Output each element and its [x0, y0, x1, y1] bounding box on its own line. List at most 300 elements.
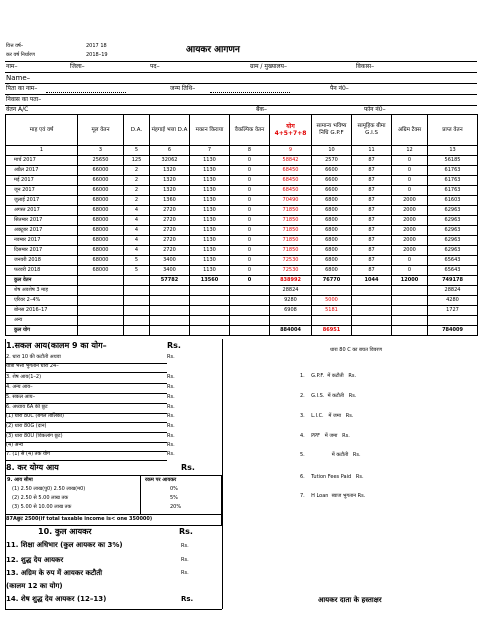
- section-80c-heading: धारा 80 C का बचत विवरण: [330, 347, 383, 353]
- table-cell: 1130: [190, 216, 230, 226]
- table-row: [6, 226, 478, 236]
- table-cell: [392, 296, 428, 306]
- table-cell: 1130: [190, 236, 230, 246]
- table-cell: 1044: [352, 276, 392, 286]
- table-cell: मई 2017: [6, 176, 78, 186]
- column-number: 12: [392, 146, 428, 156]
- table-cell: 1130: [190, 176, 230, 186]
- table-cell: 1130: [190, 256, 230, 266]
- deduction-item-rs: Rs.: [167, 394, 175, 400]
- page-title: आयकर आगणन: [186, 45, 240, 55]
- table-cell: 68000: [78, 226, 124, 236]
- table-cell: 0: [392, 166, 428, 176]
- ay-value: 2018–19: [86, 52, 108, 58]
- table-cell: 6800: [312, 206, 352, 216]
- table-cell: 2570: [312, 156, 352, 166]
- column-number: 11: [352, 146, 392, 156]
- column-number: 13: [428, 146, 478, 156]
- table-cell: 70490: [270, 196, 312, 206]
- table-cell: 0: [230, 156, 270, 166]
- table-cell: 2000: [392, 236, 428, 246]
- column-header: अग्रिम टैक्स: [392, 115, 428, 146]
- table-cell: 1130: [190, 266, 230, 276]
- block-label: विकास–: [356, 63, 375, 70]
- slab-label: (2) 2.50 से 5.00 लाख तक: [12, 495, 69, 501]
- table-cell: [124, 326, 150, 336]
- table-cell: 0: [392, 186, 428, 196]
- table-cell: 66000: [78, 186, 124, 196]
- table-cell: अक्टूबर 2017: [6, 226, 78, 236]
- column-header: मकान किराया: [190, 115, 230, 146]
- table-cell: [230, 296, 270, 306]
- table-cell: बोनस 2016–17: [6, 306, 78, 316]
- table-cell: 2720: [150, 226, 190, 236]
- table-row: [6, 206, 478, 216]
- column-number: 3: [78, 146, 124, 156]
- deduction-item-label: 5. सकल आय–: [6, 394, 36, 400]
- savings-item: 7. H Loan ब्याज भुगतान Rs.: [300, 493, 366, 499]
- advance-tax-rs: Rs.: [181, 570, 189, 576]
- table-cell: 62963: [428, 206, 478, 216]
- table-cell: 1130: [190, 206, 230, 216]
- table-cell: 56185: [428, 156, 478, 166]
- extra-row: [6, 306, 478, 316]
- deduction-item-label: 2. धारा 10 की कटौती अथवा: [6, 354, 61, 360]
- table-cell: 13560: [190, 276, 230, 286]
- deduction-item-rs: Rs.: [167, 442, 175, 448]
- savings-item: 3. L.I.C. में जमा Rs.: [300, 413, 354, 419]
- fy-value: 2017 18: [86, 43, 107, 49]
- table-cell: 0: [230, 226, 270, 236]
- column-header: प्राप्त वेतन: [428, 115, 478, 146]
- table-cell: 2720: [150, 246, 190, 256]
- deduction-item-rs: Rs.: [167, 423, 175, 429]
- table-cell: 87: [352, 216, 392, 226]
- deduction-item-label: यात्रा भत्ता भुगतान धारा 24–: [6, 363, 59, 369]
- table-cell: [124, 276, 150, 286]
- deduction-item-label: 3. शेष आय(1–2): [6, 374, 42, 380]
- table-cell: [230, 316, 270, 326]
- slab-rate: 20%: [170, 504, 182, 510]
- table-cell: 6600: [312, 186, 352, 196]
- deduction-item-rs: Rs.: [167, 404, 175, 410]
- table-cell: 1320: [150, 176, 190, 186]
- table-cell: 61603: [428, 196, 478, 206]
- table-cell: 2000: [392, 246, 428, 256]
- pan-label: पैन नं0–: [330, 85, 349, 92]
- deduction-item-rs: Rs.: [167, 354, 175, 360]
- table-cell: 58842: [270, 156, 312, 166]
- deduction-item-label: 7. (1) से (4) तक योग: [6, 451, 50, 457]
- table-row: [6, 246, 478, 256]
- total-row: [6, 276, 478, 286]
- column-number: 5: [124, 146, 150, 156]
- deduction-item-label: 4. अन्य आय–: [6, 384, 33, 390]
- table-row: [6, 166, 478, 176]
- table-cell: दिसम्बर 2017: [6, 246, 78, 256]
- slab-rate: 0%: [170, 486, 178, 492]
- column-header: D.A.: [124, 115, 150, 146]
- table-cell: 6800: [312, 226, 352, 236]
- table-cell: 1727: [428, 306, 478, 316]
- district-label: जिला–: [70, 63, 85, 70]
- name-en-label: Name–: [6, 74, 31, 82]
- extra-row: [6, 296, 478, 306]
- slab-label: (1) 2.50 लाख(पु0) 2.50 लाख(म0): [12, 486, 86, 492]
- table-cell: 71850: [270, 236, 312, 246]
- table-cell: 3400: [150, 266, 190, 276]
- deduction-item-label: (2) धारा 80G (दान): [6, 423, 47, 429]
- table-cell: 62963: [428, 226, 478, 236]
- table-cell: [150, 306, 190, 316]
- table-cell: 2720: [150, 236, 190, 246]
- table-cell: जून 2017: [6, 186, 78, 196]
- table-cell: 87: [352, 186, 392, 196]
- table-cell: 68000: [78, 266, 124, 276]
- table-cell: फरवरी 2018: [6, 266, 78, 276]
- table-cell: 87: [352, 246, 392, 256]
- table-cell: अन्य: [6, 316, 78, 326]
- deduction-item-rs: Rs.: [167, 374, 175, 380]
- father-label: पिता का नाम–: [6, 85, 38, 92]
- column-header: योग 4+5+7+8: [270, 115, 312, 146]
- table-cell: [352, 316, 392, 326]
- column-number: 9: [270, 146, 312, 156]
- table-cell: 28824: [270, 286, 312, 296]
- table-cell: 87: [352, 156, 392, 166]
- table-row: [6, 176, 478, 186]
- table-cell: 72530: [270, 266, 312, 276]
- table-cell: [352, 296, 392, 306]
- savings-item: 5. में कटौती Rs.: [300, 452, 361, 458]
- slab-tax-heading: रकम पर आयकर: [145, 477, 177, 483]
- table-cell: 68450: [270, 166, 312, 176]
- bank-label: बैंक–: [256, 106, 268, 113]
- table-cell: [190, 306, 230, 316]
- advance-tax-sub: (कालम 12 का योग): [6, 582, 63, 590]
- table-cell: 0: [392, 266, 428, 276]
- table-cell: 0: [230, 166, 270, 176]
- table-cell: 0: [230, 206, 270, 216]
- table-cell: 68450: [270, 186, 312, 196]
- table-cell: जुलाई 2017: [6, 196, 78, 206]
- table-cell: 65643: [428, 256, 478, 266]
- table-cell: 71850: [270, 226, 312, 236]
- table-cell: [78, 326, 124, 336]
- table-cell: 4280: [428, 296, 478, 306]
- table-cell: [352, 306, 392, 316]
- taxable-income-heading: 8. कर योग्य आय: [6, 463, 59, 472]
- column-number-row: [6, 146, 478, 156]
- table-cell: 6600: [312, 166, 352, 176]
- table-cell: 4: [124, 216, 150, 226]
- slab-rate: 5%: [170, 495, 178, 501]
- total-tax-heading: 10. कुल आयकर: [38, 527, 92, 536]
- table-cell: 66000: [78, 166, 124, 176]
- table-cell: [352, 326, 392, 336]
- table-cell: 87: [352, 166, 392, 176]
- table-cell: 0: [230, 186, 270, 196]
- table-cell: 2: [124, 186, 150, 196]
- gross-income-rs: Rs.: [167, 341, 181, 350]
- table-cell: 71850: [270, 206, 312, 216]
- table-cell: 12000: [392, 276, 428, 286]
- salary-table: [5, 114, 478, 336]
- slab-heading: 9. आय सीमा: [7, 477, 33, 483]
- table-cell: 66000: [78, 176, 124, 186]
- table-cell: 5000: [312, 296, 352, 306]
- fy-label: वित्त वर्ष–: [6, 43, 24, 49]
- table-row: [6, 256, 478, 266]
- phone-label: फोन नं0–: [364, 106, 386, 113]
- table-cell: [124, 286, 150, 296]
- column-number: 10: [312, 146, 352, 156]
- deduction-item-rs: Rs.: [167, 384, 175, 390]
- table-cell: [190, 296, 230, 306]
- table-cell: 87: [352, 256, 392, 266]
- table-cell: 6800: [312, 236, 352, 246]
- table-cell: [78, 276, 124, 286]
- table-cell: 6800: [312, 246, 352, 256]
- table-cell: 2: [124, 166, 150, 176]
- table-cell: [312, 316, 352, 326]
- table-cell: 61763: [428, 176, 478, 186]
- table-row: [6, 266, 478, 276]
- table-cell: 6600: [312, 176, 352, 186]
- table-cell: 87: [352, 206, 392, 216]
- table-cell: 87: [352, 196, 392, 206]
- table-cell: 62963: [428, 236, 478, 246]
- table-cell: 2: [124, 176, 150, 186]
- table-cell: [78, 286, 124, 296]
- table-cell: 5181: [312, 306, 352, 316]
- deduction-item-label: (3) धारा 80U (विकलांग छूट): [6, 433, 63, 439]
- table-cell: 2720: [150, 216, 190, 226]
- table-cell: 72530: [270, 256, 312, 266]
- table-cell: 5: [124, 256, 150, 266]
- table-row: [6, 236, 478, 246]
- table-cell: नवम्बर 2017: [6, 236, 78, 246]
- table-cell: 68000: [78, 206, 124, 216]
- table-cell: 0: [230, 246, 270, 256]
- table-cell: 2000: [392, 216, 428, 226]
- signature-label: आयकर दाता के हस्ताक्षर: [318, 596, 382, 604]
- table-cell: 6800: [312, 196, 352, 206]
- column-header: वैकल्पिक वेतन: [230, 115, 270, 146]
- net-tax-rs: Rs.: [181, 557, 189, 563]
- table-cell: [150, 316, 190, 326]
- dob-label: जन्म तिथि–: [170, 85, 196, 92]
- table-cell: 749178: [428, 276, 478, 286]
- table-cell: [190, 326, 230, 336]
- table-cell: 68000: [78, 236, 124, 246]
- name-hi-label: नाम–: [6, 63, 18, 70]
- table-header-row: [6, 115, 478, 146]
- table-cell: 4: [124, 236, 150, 246]
- savings-item: 1. G.P.F. में कटौती Rs.: [300, 373, 357, 379]
- column-number: 6: [150, 146, 190, 156]
- table-cell: 2000: [392, 196, 428, 206]
- table-cell: अगस्त 2017: [6, 206, 78, 216]
- net-tax-heading: 12. शुद्ध देय आयकर: [6, 556, 64, 564]
- balance-tax-heading: 14. शेष शुद्ध देय आयकर (12–13): [6, 595, 107, 603]
- table-cell: [270, 316, 312, 326]
- table-cell: 1360: [150, 196, 190, 206]
- table-cell: [352, 286, 392, 296]
- table-cell: [230, 286, 270, 296]
- table-cell: 68000: [78, 196, 124, 206]
- table-cell: 125: [124, 156, 150, 166]
- table-cell: 71850: [270, 246, 312, 256]
- table-cell: 884004: [270, 326, 312, 336]
- table-cell: 1130: [190, 246, 230, 256]
- table-row: [6, 156, 478, 166]
- table-cell: 1130: [190, 186, 230, 196]
- table-cell: 68450: [270, 176, 312, 186]
- table-cell: 0: [230, 266, 270, 276]
- column-number: 7: [190, 146, 230, 156]
- table-cell: शेष अवशेष 3 माह: [6, 286, 78, 296]
- table-cell: [230, 326, 270, 336]
- table-cell: एरियर 2–4%: [6, 296, 78, 306]
- table-cell: 9280: [270, 296, 312, 306]
- deduction-item-rs: Rs.: [167, 413, 175, 419]
- extra-row: [6, 286, 478, 296]
- table-cell: 28824: [428, 286, 478, 296]
- table-cell: [392, 326, 428, 336]
- table-cell: 76770: [312, 276, 352, 286]
- table-cell: 32062: [150, 156, 190, 166]
- table-cell: 25650: [78, 156, 124, 166]
- table-cell: 1320: [150, 186, 190, 196]
- table-cell: 0: [392, 156, 428, 166]
- table-cell: 784009: [428, 326, 478, 336]
- deduction-item-rs: Rs.: [167, 433, 175, 439]
- table-cell: [150, 296, 190, 306]
- table-cell: 2000: [392, 226, 428, 236]
- table-cell: 87: [352, 176, 392, 186]
- table-cell: 87: [352, 226, 392, 236]
- table-cell: जनवरी 2018: [6, 256, 78, 266]
- table-cell: [78, 306, 124, 316]
- table-cell: [124, 296, 150, 306]
- table-cell: [392, 316, 428, 326]
- table-cell: 0: [392, 256, 428, 266]
- table-cell: 0: [230, 256, 270, 266]
- deduction-item-label: (1) धारा 80C (बगल तालिका): [6, 413, 64, 419]
- table-cell: 1130: [190, 156, 230, 166]
- address-label: निवास का पता–: [6, 96, 42, 103]
- table-cell: 4: [124, 206, 150, 216]
- table-cell: 4: [124, 246, 150, 256]
- rule: [5, 61, 477, 62]
- column-header: सामान्य भविष्य निधि G.P.F: [312, 115, 352, 146]
- deduction-item-rs: Rs.: [167, 451, 175, 457]
- total-tax-rs: Rs.: [179, 527, 193, 536]
- table-row: [6, 216, 478, 226]
- table-cell: [150, 286, 190, 296]
- gross-income-heading: 1.सकल आय(कालम 9 का योग–: [6, 341, 107, 350]
- table-cell: मार्च 2017: [6, 156, 78, 166]
- table-row: [6, 196, 478, 206]
- table-cell: [428, 316, 478, 326]
- deduction-item-label: 6. अध्याय 6A की छूट: [6, 404, 48, 410]
- table-cell: 6800: [312, 266, 352, 276]
- table-cell: 0: [230, 216, 270, 226]
- table-cell: [78, 316, 124, 326]
- savings-item: 4. PPF में जमा Rs.: [300, 433, 350, 439]
- table-cell: कुल वेतन: [6, 276, 78, 286]
- account-label: वेतन A/C: [6, 106, 29, 113]
- table-cell: 62963: [428, 216, 478, 226]
- ay-label: कर वर्ष निर्धारण: [6, 52, 35, 58]
- table-cell: [312, 286, 352, 296]
- table-cell: 5: [124, 266, 150, 276]
- post-label: पद–: [150, 63, 160, 70]
- savings-item: 2. G.I.S. में कटौती Rs.: [300, 393, 357, 399]
- table-cell: [190, 316, 230, 326]
- table-cell: 62963: [428, 246, 478, 256]
- table-cell: 2000: [392, 206, 428, 216]
- table-cell: 1320: [150, 166, 190, 176]
- taxable-income-rs: Rs.: [181, 463, 195, 472]
- table-cell: 87: [352, 236, 392, 246]
- table-cell: 57782: [150, 276, 190, 286]
- table-cell: 0: [230, 176, 270, 186]
- table-cell: [190, 286, 230, 296]
- table-cell: 0: [230, 276, 270, 286]
- office-label: ग्राम / मुख्यालय–: [250, 63, 288, 70]
- table-cell: [150, 326, 190, 336]
- table-cell: 1130: [190, 226, 230, 236]
- table-cell: सितम्बर 2017: [6, 216, 78, 226]
- advance-tax-heading: 13. अग्रिम के रुप में आयकर कटौती: [6, 569, 103, 577]
- table-cell: 68000: [78, 216, 124, 226]
- column-header: माह एवं वर्ष: [6, 115, 78, 146]
- table-cell: 0: [392, 176, 428, 186]
- extra-row: [6, 316, 478, 326]
- column-header: मूल वेतन: [78, 115, 124, 146]
- table-cell: [124, 316, 150, 326]
- rebate-note: 87Aछूट 2500(if total taxable income is< one 350000): [6, 516, 153, 522]
- table-cell: 61763: [428, 166, 478, 176]
- table-cell: 71850: [270, 216, 312, 226]
- edu-cess-rs: Rs.: [181, 543, 189, 549]
- table-cell: 6800: [312, 216, 352, 226]
- table-cell: 3400: [150, 256, 190, 266]
- table-cell: [124, 306, 150, 316]
- table-cell: [392, 286, 428, 296]
- table-cell: 0: [230, 196, 270, 206]
- table-cell: [392, 306, 428, 316]
- deduction-item-label: (4) अन्य: [6, 442, 23, 448]
- column-number: 8: [230, 146, 270, 156]
- table-cell: 1130: [190, 166, 230, 176]
- table-cell: 86951: [312, 326, 352, 336]
- table-cell: 6908: [270, 306, 312, 316]
- table-cell: [230, 306, 270, 316]
- table-cell: कुल योग: [6, 326, 78, 336]
- table-cell: 6800: [312, 256, 352, 266]
- edu-cess-heading: 11. शिक्षा अधिभार (कुल आयकर का 3%): [6, 541, 123, 549]
- slab-label: (3) 5.00 से 10.00 लाख तक: [12, 504, 72, 510]
- table-cell: 68000: [78, 246, 124, 256]
- table-cell: 2720: [150, 206, 190, 216]
- column-header: सामूहिक बीमा G.I.S: [352, 115, 392, 146]
- table-cell: अप्रैल 2017: [6, 166, 78, 176]
- table-cell: 68000: [78, 256, 124, 266]
- savings-item: 6. Tution Fees Paid Rs.: [300, 474, 364, 480]
